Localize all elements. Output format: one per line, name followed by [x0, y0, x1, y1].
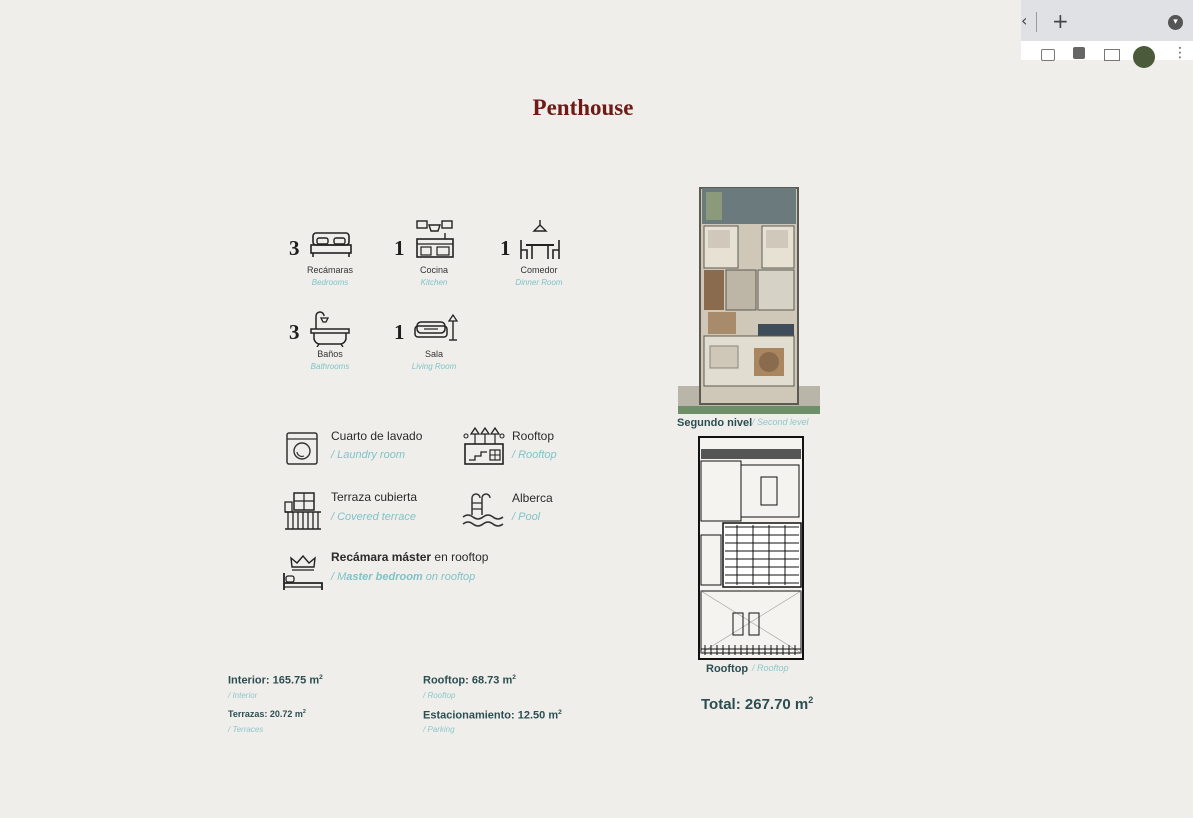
reading-list-icon[interactable] [1041, 49, 1055, 61]
rooftop-area: Rooftop: 68.73 $m^2$ [423, 674, 516, 687]
living-label: Sala [424, 349, 443, 359]
living-label-en: Living Room [411, 362, 457, 371]
tab-search-icon[interactable]: ▾ [1168, 15, 1183, 30]
second-level-caption-en: / Second level [752, 417, 809, 427]
terrace-label-en: / Covered terrace [331, 511, 416, 523]
dining-count: 1 [500, 236, 511, 260]
bathrooms-count: 3 [289, 320, 300, 344]
master-bedroom-label: Recámara máster en rooftop [331, 550, 489, 564]
kitchen-label: Cocina [419, 265, 448, 275]
bedrooms-count: 3 [289, 236, 300, 260]
rooftop-label: Rooftop [512, 429, 555, 443]
kitchen-label-en: Kitchen [420, 278, 448, 287]
washing-machine-icon [286, 432, 318, 465]
pool-label-en: / Pool [512, 511, 541, 523]
terrace-label: Terraza cubierta [331, 490, 418, 504]
dining-icon [518, 220, 562, 260]
browser-tab-strip [1021, 0, 1193, 41]
extensions-icon[interactable] [1073, 47, 1085, 59]
second-level-floor-plan [678, 186, 820, 416]
pool-label: Alberca [512, 491, 553, 505]
browser-toolbar [1021, 41, 1193, 60]
rooftop-area-en: / Rooftop [423, 691, 456, 700]
rooftop-label-en: / Rooftop [512, 449, 557, 461]
interior-area-en: / Interior [228, 691, 258, 700]
master-bed-icon [283, 555, 323, 591]
second-level-caption: Segundo nivel [677, 417, 753, 429]
master-bedroom-label-en: / Master bedroom on rooftop [331, 571, 476, 583]
laundry-label-en: / Laundry room [331, 449, 405, 461]
bedrooms-label-en: Bedrooms [311, 278, 349, 287]
terrace-icon [284, 492, 322, 530]
profile-avatar[interactable] [1133, 46, 1155, 68]
pool-icon [462, 493, 504, 527]
bathtub-icon [310, 311, 350, 347]
terraces-area-en: / Terraces [228, 725, 264, 734]
kitchen-icon [415, 219, 455, 259]
dining-label-en: Dinner Room [515, 278, 563, 287]
new-tab-icon[interactable]: + [1052, 9, 1069, 33]
total-area: Total: 267.70 $m^2$ [701, 695, 814, 713]
dining-label: Comedor [520, 265, 558, 275]
more-menu-icon[interactable]: ⋮ [1173, 45, 1187, 61]
tab-divider [1036, 12, 1037, 32]
rooftop-floor-plan [697, 435, 805, 661]
interior-area: Interior: 165.75 $m^2$ [228, 674, 323, 687]
living-count: 1 [394, 320, 405, 344]
cast-icon[interactable] [1104, 49, 1120, 61]
parking-area-en: / Parking [423, 725, 455, 734]
rooftop-plan-caption-en: / Rooftop [752, 663, 789, 673]
tab-scroll-left-icon[interactable]: ‹ [1021, 11, 1028, 30]
bathrooms-label: Baños [317, 349, 343, 359]
kitchen-count: 1 [394, 236, 405, 260]
page-title: Penthouse [532, 95, 634, 120]
rooftop-icon [463, 426, 505, 466]
parking-area: Estacionamiento: 12.50 $m^2$ [423, 709, 562, 722]
bed-icon [310, 229, 352, 259]
terraces-area: Terrazas: 20.72 $m^2$ [228, 709, 306, 719]
bedrooms-label: Recámaras [306, 265, 353, 275]
laundry-label: Cuarto de lavado [331, 429, 423, 443]
sofa-icon [414, 313, 458, 343]
rooftop-plan-caption: Rooftop [706, 663, 749, 675]
bathrooms-label-en: Bathrooms [310, 362, 350, 371]
